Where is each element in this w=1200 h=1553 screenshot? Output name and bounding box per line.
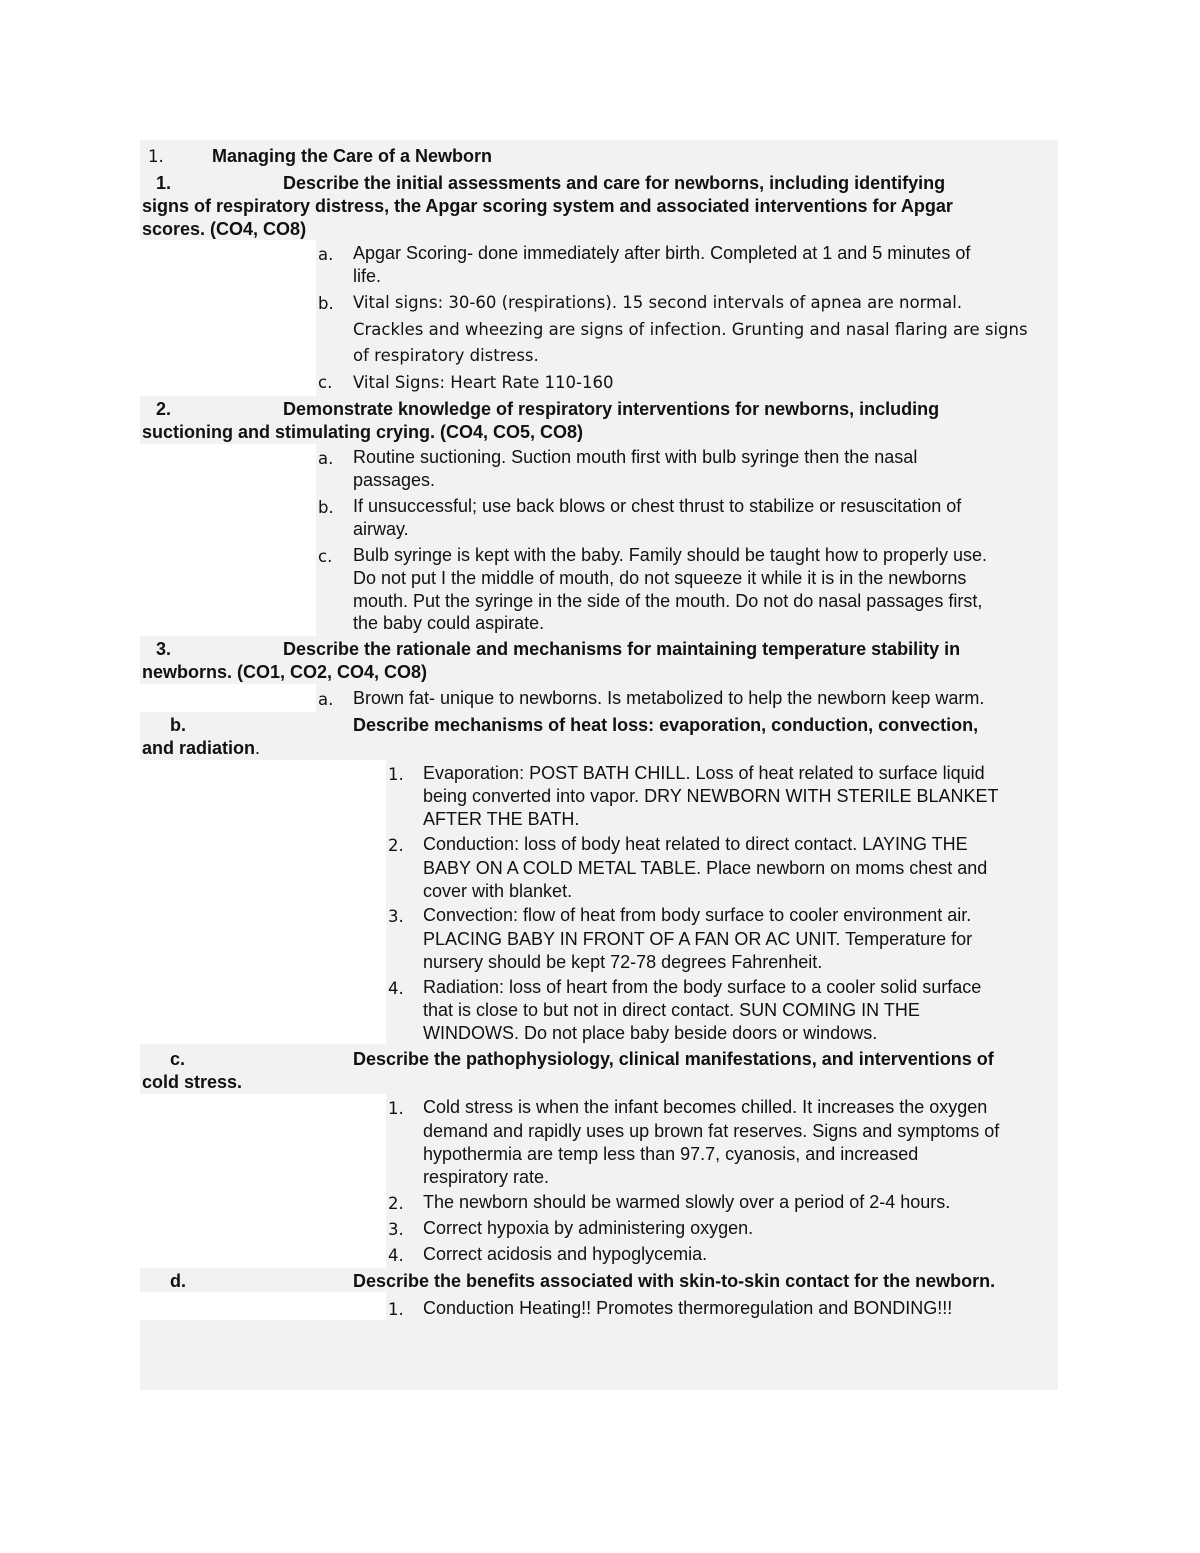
s1-c-marker: c.	[318, 373, 333, 392]
s3-b-heading-line2	[142, 737, 260, 760]
b-item-3-line3: nursery should be kept 72-78 degrees Fahrenheit.	[423, 952, 823, 972]
s2-c-line2: Do not put I the middle of mouth, do not squeeze it while it is in the newborns	[353, 568, 967, 588]
c-item-1-line3: hypothermia are temp less than 97.7, cyanosis, and increased	[423, 1144, 919, 1164]
s1-heading-line2: signs of respiratory distress, the Apgar scoring system and associated interventions for Apgar	[142, 196, 953, 216]
b-item-4-line2: that is close to but not in direct contact. SUN COMING IN THE	[423, 1000, 920, 1020]
s3-a-marker: a.	[318, 690, 334, 709]
s1-a-marker: a.	[318, 245, 334, 264]
c-item-1-line1: Cold stress is when the infant becomes chilled. It increases the oxygen	[423, 1097, 988, 1117]
s1-b-marker: b.	[318, 294, 334, 313]
s3-c-heading-line1: Describe the pathophysiology, clinical manifestations, and interventions of	[353, 1049, 994, 1069]
d-item-1-line1: Conduction Heating!! Promotes thermoregulation and BONDING!!!	[423, 1298, 953, 1318]
s1-a-line1: Apgar Scoring- done immediately after birth. Completed at 1 and 5 minutes of	[353, 243, 971, 263]
s3-heading-line1: Describe the rationale and mechanisms for maintaining temperature stability in	[283, 639, 961, 659]
s3-b-heading-period: .	[255, 738, 261, 758]
b-item-2-line2: BABY ON A COLD METAL TABLE. Place newborn on moms chest and	[423, 858, 988, 878]
s1-b-line3: of respiratory distress.	[353, 346, 539, 365]
s2-b-line2: airway.	[353, 519, 409, 539]
c-item-3-line1: Correct hypoxia by administering oxygen.	[423, 1218, 754, 1238]
s1-c-line1: Vital Signs: Heart Rate 110-160	[353, 373, 614, 392]
b-item-4-line3: WINDOWS. Do not place baby beside doors or windows.	[423, 1023, 878, 1043]
c-item-2-line1: The newborn should be warmed slowly over a period of 2-4 hours.	[423, 1192, 951, 1212]
s1-b-line1: Vital signs: 30-60 (respirations). 15 second intervals of apnea are normal.	[353, 293, 963, 312]
s1-heading-line1: Describe the initial assessments and care for newborns, including identifying	[283, 173, 946, 193]
c-item-4-number: 4.	[388, 1246, 404, 1265]
s3-b-heading-line2-text: and radiation	[142, 738, 256, 758]
b-item-2-line1: Conduction: loss of body heat related to direct contact. LAYING THE	[423, 834, 968, 854]
s1-heading-line3: scores. (CO4, CO8)	[142, 219, 307, 239]
s2-heading-line2: suctioning and stimulating crying. (CO4, CO5, CO8)	[142, 422, 584, 442]
s3-c-marker: c.	[170, 1049, 186, 1069]
s2-c-marker: c.	[318, 547, 333, 566]
b-item-2-number: 2.	[388, 836, 404, 855]
title-number: 1.	[148, 147, 164, 166]
b-item-4-line1: Radiation: loss of heart from the body surface to a cooler solid surface	[423, 977, 982, 997]
page-title: Managing the Care of a Newborn	[212, 146, 493, 166]
c-item-4-line1: Correct acidosis and hypoglycemia.	[423, 1244, 708, 1264]
d-item-1-number: 1.	[388, 1300, 404, 1319]
shade-bottom	[140, 1320, 1058, 1390]
s3-d-heading: Describe the benefits associated with skin-to-skin contact for the newborn.	[353, 1271, 996, 1291]
s1-a-line2: life.	[353, 266, 382, 286]
c-item-1-line4: respiratory rate.	[423, 1167, 550, 1187]
s1-number: 1.	[156, 173, 172, 193]
s3-d-marker: d.	[170, 1271, 186, 1291]
s2-c-line1: Bulb syringe is kept with the baby. Family should be taught how to properly use.	[353, 545, 988, 565]
c-item-1-number: 1.	[388, 1099, 404, 1118]
s2-a-line1: Routine suctioning. Suction mouth first with bulb syringe then the nasal	[353, 447, 918, 467]
s3-number: 3.	[156, 639, 172, 659]
s2-b-marker: b.	[318, 498, 334, 517]
b-item-3-line1: Convection: flow of heat from body surface to cooler environment air.	[423, 905, 972, 925]
b-item-3-number: 3.	[388, 907, 404, 926]
c-item-2-number: 2.	[388, 1194, 404, 1213]
b-item-1-number: 1.	[388, 765, 404, 784]
s2-a-marker: a.	[318, 449, 334, 468]
b-item-1-line3: AFTER THE BATH.	[423, 809, 580, 829]
s3-b-marker: b.	[170, 715, 186, 735]
b-item-1-line2: being converted into vapor. DRY NEWBORN WITH STERILE BLANKET	[423, 786, 999, 806]
s2-c-line3: mouth. Put the syringe in the side of the mouth. Do not do nasal passages first,	[353, 591, 983, 611]
s3-c-heading-line2: cold stress.	[142, 1072, 243, 1092]
s2-b-line1: If unsuccessful; use back blows or chest thrust to stabilize or resuscitation of	[353, 496, 962, 516]
b-item-1-line1: Evaporation: POST BATH CHILL. Loss of heat related to surface liquid	[423, 763, 985, 783]
s1-b-line2: Crackles and wheezing are signs of infection. Grunting and nasal flaring are signs	[353, 320, 1028, 339]
b-item-3-line2: PLACING BABY IN FRONT OF A FAN OR AC UNIT. Temperature for	[423, 929, 973, 949]
c-item-1-line2: demand and rapidly uses up brown fat reserves. Signs and symptoms of	[423, 1121, 1000, 1141]
s3-b-heading-line1: Describe mechanisms of heat loss: evaporation, conduction, convection,	[353, 715, 979, 735]
b-item-2-line3: cover with blanket.	[423, 881, 573, 901]
c-item-3-number: 3.	[388, 1220, 404, 1239]
s2-c-line4: the baby could aspirate.	[353, 613, 545, 633]
s3-heading-line2: newborns. (CO1, CO2, CO4, CO8)	[142, 662, 428, 682]
s2-number: 2.	[156, 399, 172, 419]
b-item-4-number: 4.	[388, 979, 404, 998]
s3-a-line1: Brown fat- unique to newborns. Is metabolized to help the newborn keep warm.	[353, 688, 985, 708]
s2-heading-line1: Demonstrate knowledge of respiratory interventions for newborns, including	[283, 399, 940, 419]
s2-a-line2: passages.	[353, 470, 436, 490]
